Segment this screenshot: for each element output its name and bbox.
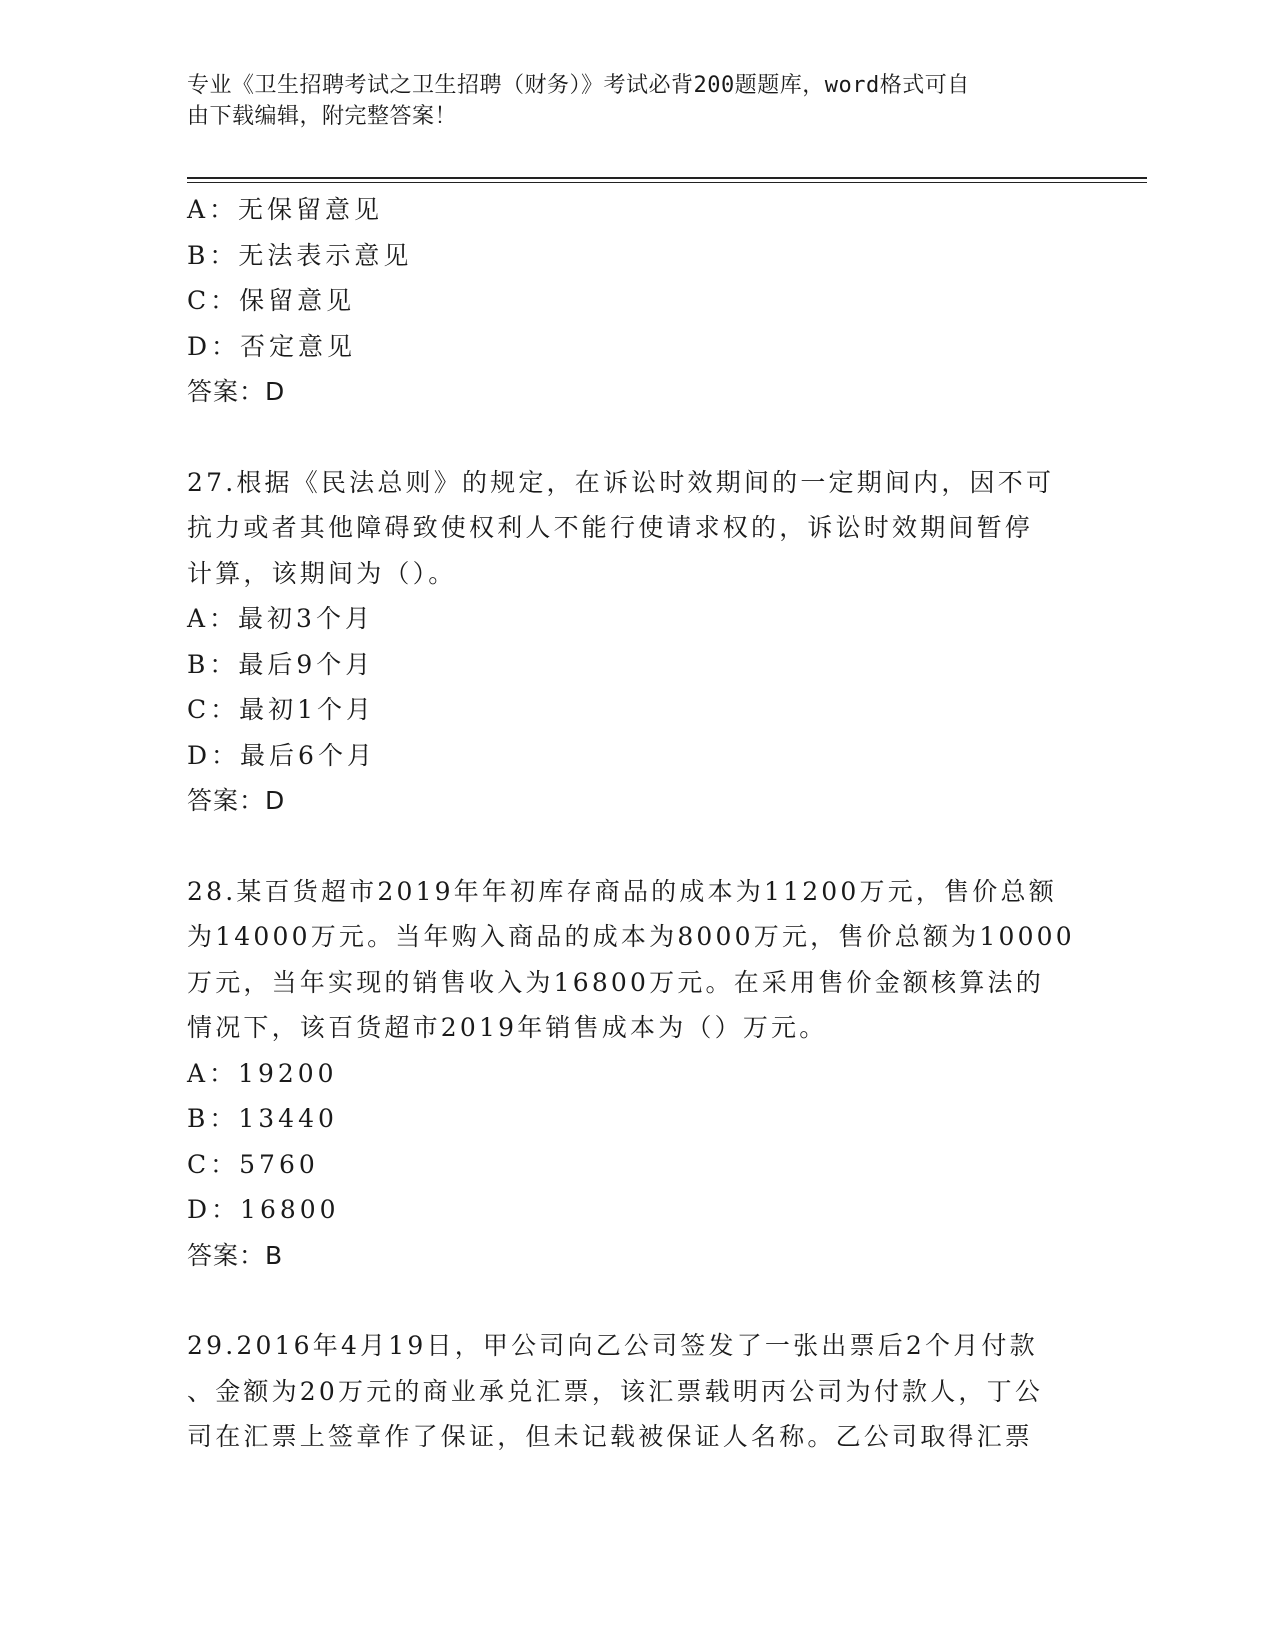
question-stem-line: 27.根据《民法总则》的规定，在诉讼时效期间的一定期间内，因不可	[187, 467, 1055, 497]
header-divider-thin	[187, 182, 1147, 183]
spacer	[187, 1278, 1067, 1323]
spacer	[187, 415, 1067, 460]
option-a: A：无保留意见	[187, 195, 384, 224]
answer: 答案：D	[187, 786, 286, 815]
option-c: C：保留意见	[187, 286, 356, 315]
question-stem-line: 司在汇票上签章作了保证，但未记载被保证人名称。乙公司取得汇票	[187, 1422, 1034, 1451]
question-stem-line: 计算，该期间为（）。	[187, 558, 457, 588]
question-stem-line: 、金额为20万元的商业承兑汇票，该汇票载明丙公司为付款人，丁公	[187, 1376, 1044, 1406]
answer: 答案：B	[187, 1240, 284, 1270]
header-line-2: 由下载编辑，附完整答案！	[187, 104, 458, 129]
question-29	[187, 1323, 1067, 1460]
question-stem-line: 29.2016年4月19日，甲公司向乙公司签发了一张出票后2个月付款	[187, 1331, 1038, 1360]
option-d: D：最后6个月	[187, 740, 376, 770]
option-d: D：16800	[187, 1195, 340, 1224]
spacer	[187, 824, 1067, 869]
header-line-1: 专业《卫生招聘考试之卫生招聘（财务）》考试必背200题题库，word格式可自	[187, 73, 970, 98]
option-b: B：无法表示意见	[187, 240, 413, 270]
question-26	[187, 187, 1067, 415]
option-a: A：19200	[187, 1058, 338, 1088]
question-stem-line: 28.某百货超市2019年年初库存商品的成本为11200万元，售价总额	[187, 876, 1057, 906]
option-b: B：13440	[187, 1104, 338, 1133]
question-stem-line: 抗力或者其他障碍致使权利人不能行使请求权的，诉讼时效期间暂停	[187, 513, 1034, 542]
header-divider-thick	[187, 177, 1147, 179]
question-stem-line: 情况下，该百货超市2019年销售成本为（）万元。	[187, 1013, 828, 1042]
question-28	[187, 869, 1075, 1279]
document-header	[187, 70, 1067, 132]
option-c: C：5760	[187, 1149, 319, 1179]
option-c: C：最初1个月	[187, 695, 376, 724]
question-27	[187, 460, 1067, 824]
question-stem-line: 万元，当年实现的销售收入为16800万元。在采用售价金额核算法的	[187, 967, 1044, 997]
answer: 答案：D	[187, 377, 286, 406]
option-b: B：最后9个月	[187, 649, 375, 679]
question-content	[187, 187, 1075, 1460]
option-a: A：最初3个月	[187, 604, 374, 633]
option-d: D：否定意见	[187, 331, 357, 361]
question-stem-line: 为14000万元。当年购入商品的成本为8000万元，售价总额为10000	[187, 922, 1075, 951]
